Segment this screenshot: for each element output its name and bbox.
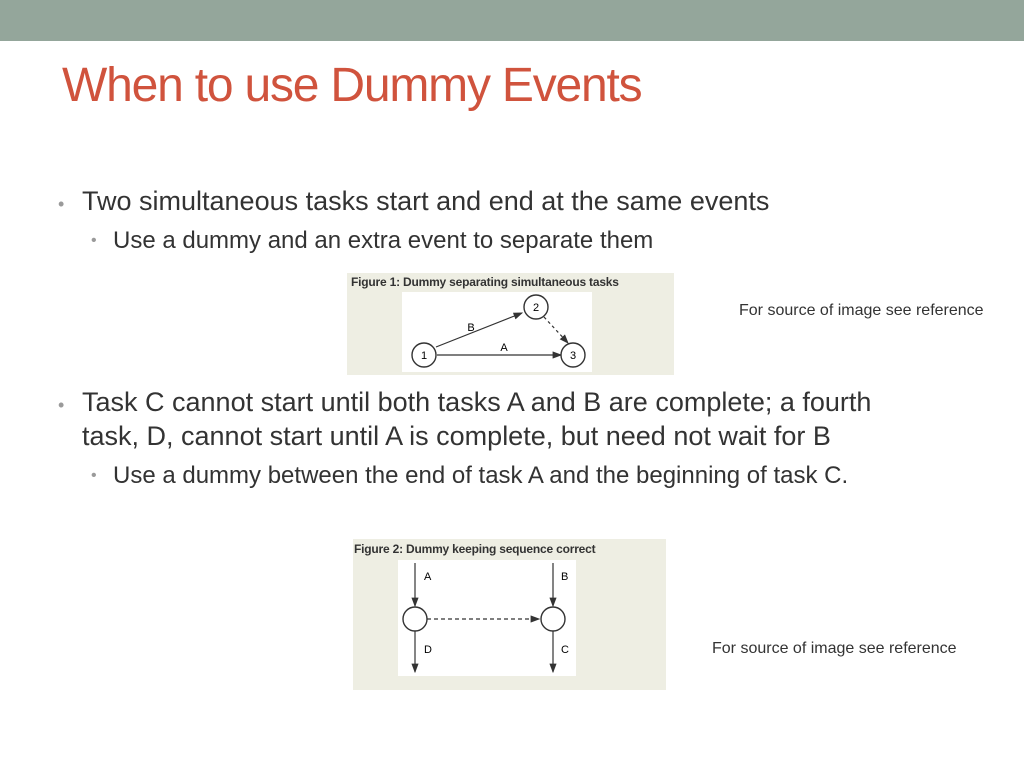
activity-b-arrow xyxy=(436,313,522,347)
bullet-dot: • xyxy=(58,395,65,415)
bullet-2-text-line-2: task, D, cannot start until A is complete, but need not wait for B xyxy=(82,421,831,451)
activity-label-a: A xyxy=(424,571,432,583)
figure-1-source-note: For source of image see reference xyxy=(739,302,984,319)
bullet-2-text-line-1: Task C cannot start until both tasks A and B are complete; a fourth xyxy=(82,387,872,417)
event-label-2: 2 xyxy=(532,302,540,314)
top-banner xyxy=(0,0,1024,41)
bullet-1-sub-text: Use a dummy and an extra event to separate them xyxy=(113,227,654,254)
event-label-1: 1 xyxy=(420,350,428,362)
dummy-arrow xyxy=(544,317,568,343)
sub-bullet-dot: • xyxy=(91,232,97,249)
event-node-left xyxy=(403,607,427,631)
figure-1 xyxy=(347,273,674,375)
bullet-dot: • xyxy=(58,194,65,214)
activity-label-c: C xyxy=(561,644,569,656)
activity-label-d: D xyxy=(424,644,432,656)
figure-1-caption: Figure 1: Dummy separating simultaneous tasks xyxy=(351,275,619,289)
slide-title: When to use Dummy Events xyxy=(62,59,642,112)
figure-2-network-diagram xyxy=(353,539,666,690)
event-label-3: 3 xyxy=(569,350,577,362)
bullet-1-text: Two simultaneous tasks start and end at the same events xyxy=(82,186,770,216)
sub-bullet-dot: • xyxy=(91,467,97,484)
activity-label-b: B xyxy=(467,322,475,334)
figure-1-network-diagram xyxy=(347,273,674,375)
bullet-2-sub-text: Use a dummy between the end of task A and the beginning of task C. xyxy=(113,462,849,489)
figure-2 xyxy=(353,539,666,690)
activity-label-b: B xyxy=(561,571,569,583)
event-node-right xyxy=(541,607,565,631)
figure-2-source-note: For source of image see reference xyxy=(712,640,957,657)
figure-2-caption: Figure 2: Dummy keeping sequence correct xyxy=(354,542,596,556)
activity-label-a: A xyxy=(500,342,508,354)
